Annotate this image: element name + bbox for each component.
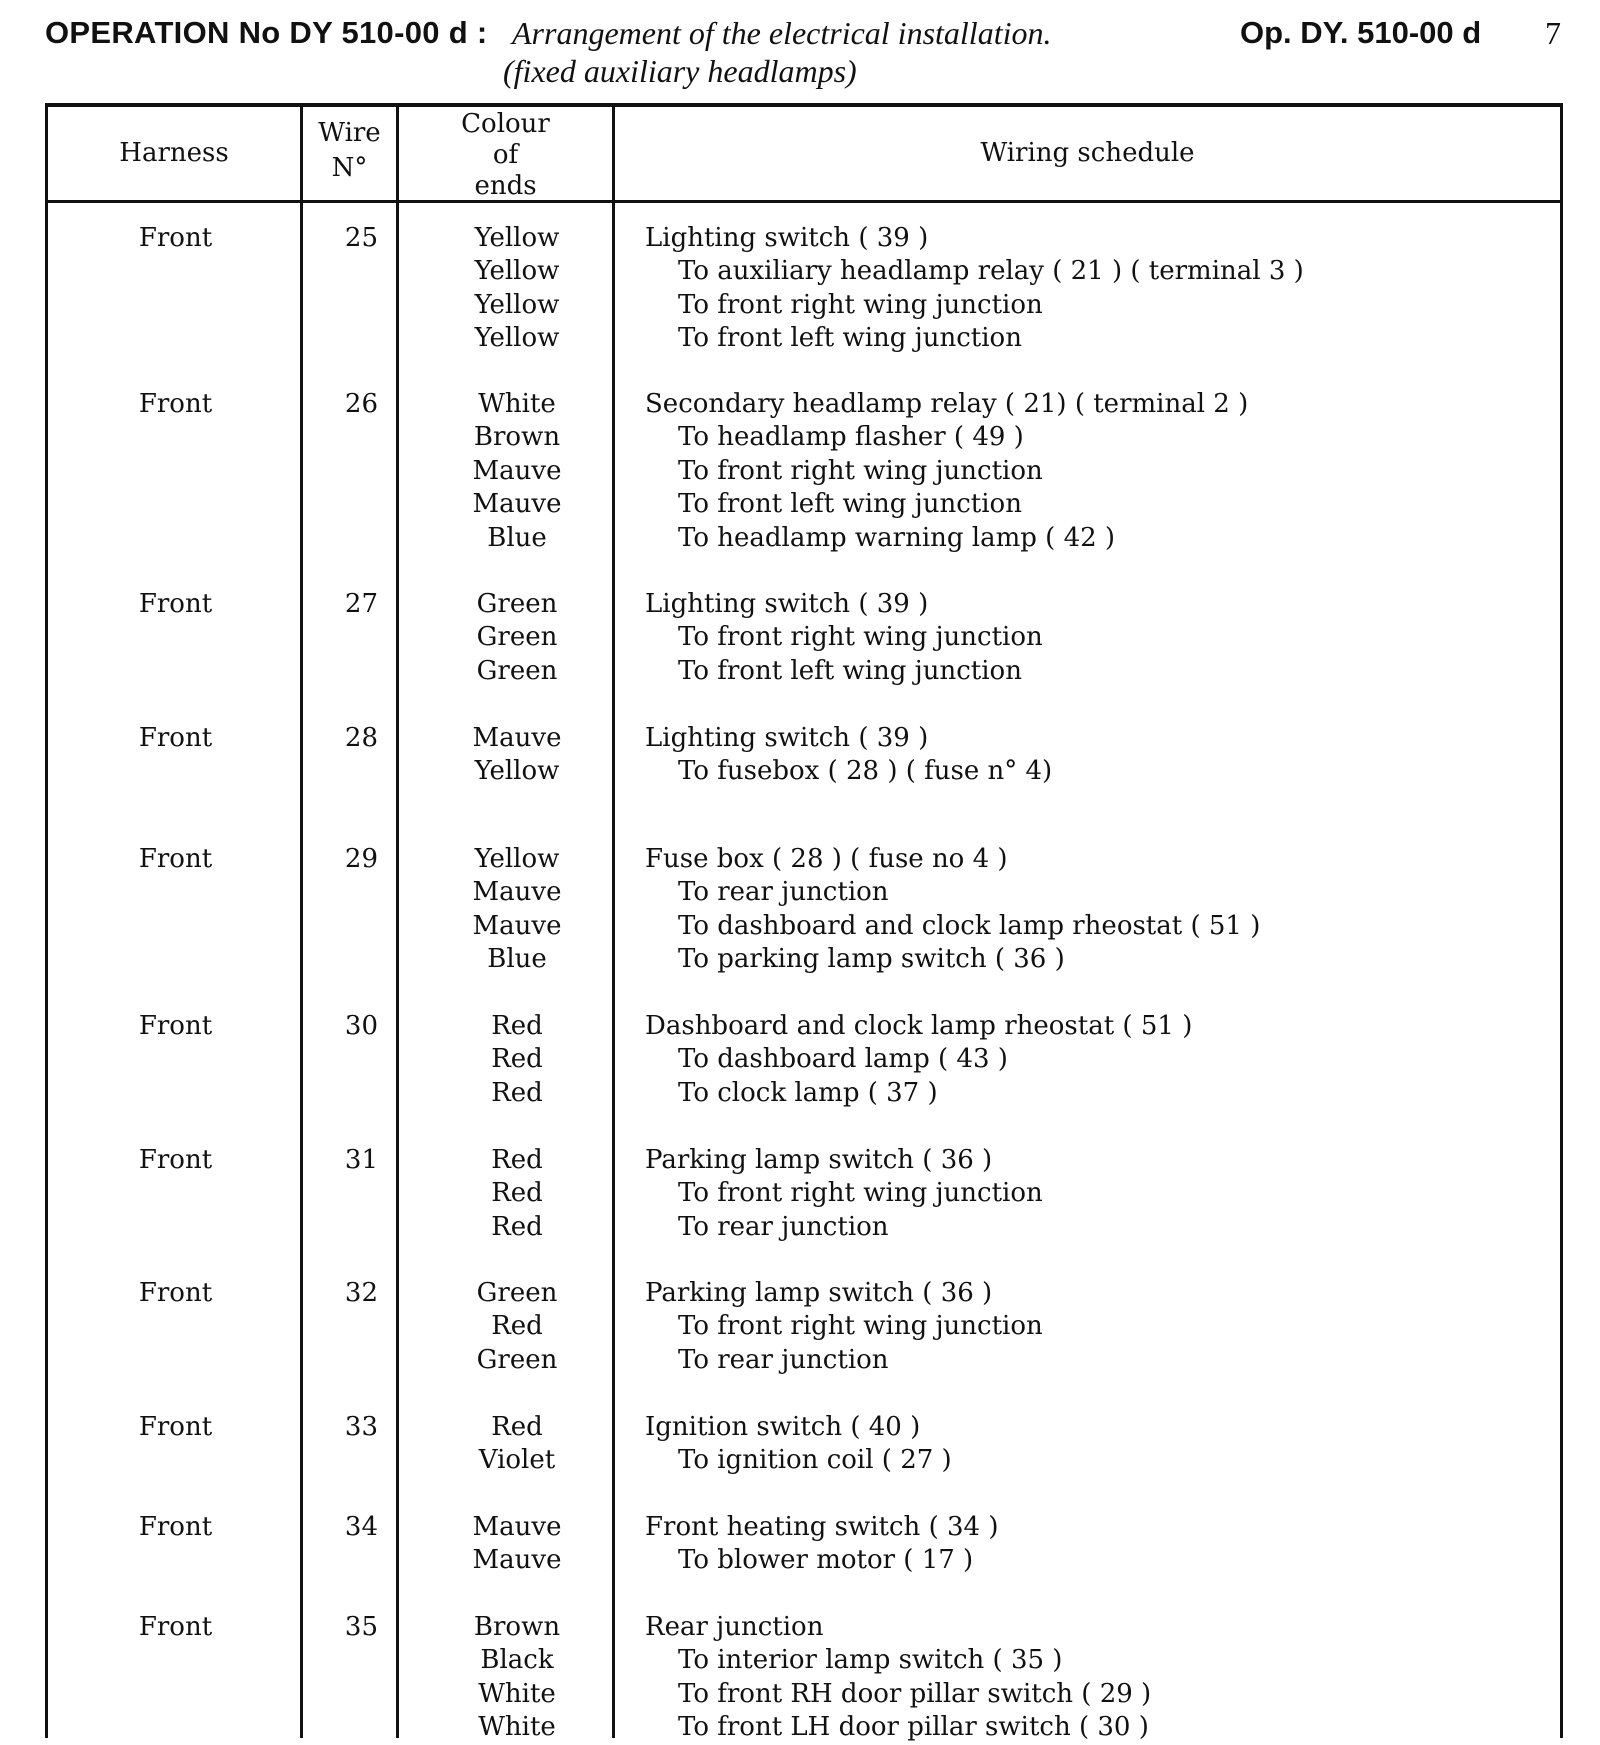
wire-colour: Red (491, 1077, 543, 1108)
wire-number: 26 (344, 389, 378, 419)
harness-label: Front (138, 1278, 213, 1308)
wire-colour: Yellow (474, 323, 560, 354)
schedule-origin: Secondary headlamp relay ( 21) ( terminal 2 ) (645, 389, 1249, 419)
wire-number: 28 (344, 723, 378, 753)
wire-colour: Green (476, 622, 558, 653)
schedule-origin: Lighting switch ( 39 ) (645, 723, 929, 753)
colour-cell (402, 1277, 632, 1377)
harness-label: Front (138, 589, 213, 619)
wire-colour: Blue (487, 944, 547, 975)
wire-number: 30 (344, 1011, 378, 1041)
wire-colour: Yellow (474, 256, 560, 287)
colour-cell (402, 722, 632, 789)
wire-colour: Yellow (474, 289, 560, 320)
harness-cell (48, 1277, 303, 1310)
colour-cell (402, 1010, 632, 1110)
column-header-schedule: Wiring schedule (980, 138, 1195, 168)
schedule-origin: Parking lamp switch ( 36 ) (645, 1278, 993, 1308)
wire-number: 34 (344, 1512, 378, 1542)
schedule-destination: To rear junction (678, 877, 889, 908)
harness-cell (48, 1411, 303, 1444)
schedule-destination: To parking lamp switch ( 36 ) (678, 944, 1065, 975)
wire-colour: Brown (473, 1612, 561, 1642)
colour-cell (402, 588, 632, 688)
table-top-rule (45, 103, 1563, 107)
operation-reference: Op. DY. 510-00 d (1240, 15, 1482, 50)
table-left-border (45, 103, 48, 1738)
wire-colour: Mauve (472, 455, 562, 486)
harness-label: Front (138, 844, 213, 874)
wire-colour: Mauve (472, 1545, 562, 1576)
wire-colour: Green (476, 1344, 558, 1375)
schedule-cell (645, 1411, 1545, 1478)
harness-label: Front (138, 723, 213, 753)
schedule-cell (645, 1511, 1545, 1578)
wire-colour: Mauve (472, 1512, 562, 1542)
wire-colour: Red (491, 1044, 543, 1075)
wire-number: 31 (344, 1145, 378, 1175)
column-header-colour: Colour of ends (461, 109, 550, 201)
harness-cell (48, 388, 303, 421)
wire-colour: Mauve (472, 723, 562, 753)
column-header-harness: Harness (119, 138, 229, 168)
wire-colour: Mauve (472, 910, 562, 941)
harness-cell (48, 1010, 303, 1043)
operation-number: OPERATION No DY 510-00 d : (45, 15, 488, 50)
colour-cell (402, 1511, 632, 1578)
wire-colour: Black (480, 1645, 554, 1676)
wire-colour: Yellow (474, 223, 560, 253)
schedule-cell (645, 222, 1545, 356)
schedule-origin: Fuse box ( 28 ) ( fuse no 4 ) (645, 844, 1008, 874)
wire-number-cell (305, 722, 378, 755)
wire-number-cell (305, 222, 378, 255)
wire-number: 32 (344, 1278, 378, 1308)
wire-colour: Blue (487, 522, 547, 553)
wire-colour: Red (491, 1211, 543, 1242)
operation-subtitle-line2: (fixed auxiliary headlamps) (503, 53, 857, 89)
schedule-destination: To front right wing junction (678, 455, 1043, 486)
wire-colour: Mauve (472, 489, 562, 520)
schedule-destination: To rear junction (678, 1344, 889, 1375)
wire-number-cell (305, 1611, 378, 1644)
wire-colour: White (478, 1712, 556, 1743)
schedule-destination: To dashboard lamp ( 43 ) (678, 1044, 1008, 1075)
schedule-origin: Ignition switch ( 40 ) (645, 1412, 921, 1442)
harness-label: Front (138, 1011, 213, 1041)
harness-label: Front (138, 223, 213, 253)
schedule-cell (645, 1010, 1545, 1110)
wire-colour: Yellow (474, 844, 560, 874)
wire-colour: Brown (473, 422, 561, 453)
schedule-destination: To front left wing junction (678, 323, 1022, 354)
schedule-cell (645, 588, 1545, 688)
wire-colour: Green (476, 655, 558, 686)
wire-number: 35 (344, 1612, 378, 1642)
harness-cell (48, 843, 303, 876)
schedule-origin: Lighting switch ( 39 ) (645, 589, 929, 619)
harness-cell (48, 1511, 303, 1544)
schedule-cell (645, 722, 1545, 789)
harness-cell (48, 588, 303, 621)
harness-cell (48, 722, 303, 755)
harness-cell (48, 222, 303, 255)
schedule-destination: To headlamp warning lamp ( 42 ) (678, 522, 1116, 553)
operation-subtitle: Arrangement of the electrical installation. (512, 15, 1052, 51)
schedule-destination: To fusebox ( 28 ) ( fuse n° 4) (678, 756, 1053, 787)
colour-cell (402, 1411, 632, 1478)
wire-colour: White (478, 1678, 556, 1709)
wire-colour: Yellow (474, 756, 560, 787)
schedule-destination: To headlamp flasher ( 49 ) (678, 422, 1024, 453)
schedule-destination: To front LH door pillar switch ( 30 ) (678, 1712, 1149, 1743)
wire-number-cell (305, 1010, 378, 1043)
schedule-destination: To front left wing junction (678, 489, 1022, 520)
colour-cell (402, 1611, 632, 1745)
schedule-destination: To front right wing junction (678, 1311, 1043, 1342)
colour-cell (402, 388, 632, 555)
column-divider-harness (300, 103, 303, 1738)
column-divider-wire (396, 103, 399, 1738)
schedule-destination: To front right wing junction (678, 289, 1043, 320)
wire-number: 29 (344, 844, 378, 874)
schedule-origin: Front heating switch ( 34 ) (645, 1512, 999, 1542)
header-bottom-rule (48, 200, 1563, 203)
wire-number-cell (305, 1511, 378, 1544)
schedule-cell (645, 1277, 1545, 1377)
harness-label: Front (138, 1145, 213, 1175)
schedule-origin: Parking lamp switch ( 36 ) (645, 1145, 993, 1175)
wire-colour: Mauve (472, 877, 562, 908)
schedule-destination: To auxiliary headlamp relay ( 21 ) ( terminal 3 ) (678, 256, 1304, 287)
wire-colour: Red (491, 1311, 543, 1342)
wire-colour: White (478, 389, 556, 419)
wire-number-cell (305, 1411, 378, 1444)
wire-colour: Red (491, 1145, 543, 1175)
schedule-destination: To front RH door pillar switch ( 29 ) (678, 1678, 1152, 1709)
schedule-destination: To rear junction (678, 1211, 889, 1242)
schedule-destination: To front right wing junction (678, 1178, 1043, 1209)
schedule-destination: To blower motor ( 17 ) (678, 1545, 974, 1576)
table-right-border (1560, 103, 1563, 1738)
wire-number: 25 (344, 223, 378, 253)
wire-number-cell (305, 843, 378, 876)
schedule-destination: To dashboard and clock lamp rheostat ( 51 ) (678, 910, 1261, 941)
schedule-origin: Dashboard and clock lamp rheostat ( 51 ) (645, 1011, 1193, 1041)
harness-label: Front (138, 1612, 213, 1642)
wire-colour: Violet (478, 1445, 556, 1476)
colour-cell (402, 1144, 632, 1244)
page-number: 7 (1545, 15, 1561, 51)
schedule-destination: To front right wing junction (678, 622, 1043, 653)
harness-cell (48, 1144, 303, 1177)
wire-number-cell (305, 1277, 378, 1310)
harness-label: Front (138, 1512, 213, 1542)
schedule-origin: Rear junction (645, 1612, 824, 1642)
schedule-cell (645, 1611, 1545, 1745)
column-header-wire: Wire N° (318, 118, 381, 183)
schedule-destination: To clock lamp ( 37 ) (678, 1077, 938, 1108)
schedule-cell (645, 1144, 1545, 1244)
schedule-destination: To front left wing junction (678, 655, 1022, 686)
schedule-origin: Lighting switch ( 39 ) (645, 223, 929, 253)
schedule-destination: To ignition coil ( 27 ) (678, 1445, 952, 1476)
wire-number-cell (305, 388, 378, 421)
schedule-destination: To interior lamp switch ( 35 ) (678, 1645, 1063, 1676)
wire-number: 33 (344, 1412, 378, 1442)
colour-cell (402, 222, 632, 356)
schedule-cell (645, 843, 1545, 977)
wire-number-cell (305, 588, 378, 621)
wire-colour: Green (476, 589, 558, 619)
wire-colour: Red (491, 1412, 543, 1442)
harness-cell (48, 1611, 303, 1644)
wire-number-cell (305, 1144, 378, 1177)
harness-label: Front (138, 1412, 213, 1442)
wire-colour: Red (491, 1011, 543, 1041)
wire-number: 27 (344, 589, 378, 619)
wire-colour: Green (476, 1278, 558, 1308)
colour-cell (402, 843, 632, 977)
schedule-cell (645, 388, 1545, 555)
wire-colour: Red (491, 1178, 543, 1209)
harness-label: Front (138, 389, 213, 419)
